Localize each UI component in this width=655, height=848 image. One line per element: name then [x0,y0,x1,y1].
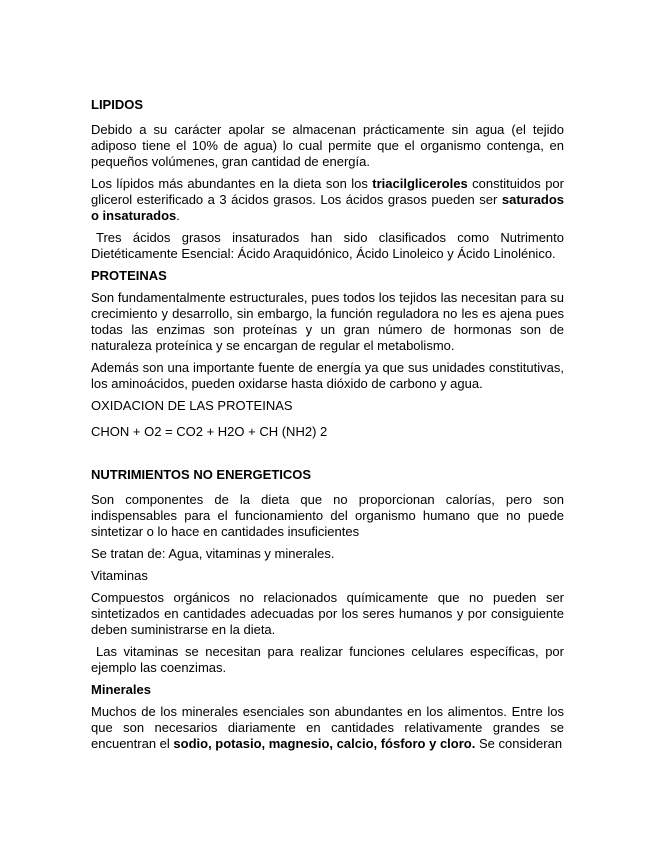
triacilgliceroles-bold: triacilgliceroles [372,176,468,191]
minerales-heading: Minerales [91,682,151,697]
nutrimientos-paragraph-2: Se tratan de: Agua, vitaminas y minerales. [91,546,335,561]
minerales-bold-list: sodio, potasio, magnesio, calcio, fósforo y cloro. [173,736,476,751]
lipidos-paragraph-1: Debido a su carácter apolar se almacenan prácticamente sin agua (el tejido adiposo tiene el 10% de agua) lo cual permite que el organismo contenga, en pequeños volúmenes, gran cantidad de energía. [91,122,564,169]
lipidos-paragraph-3: Tres ácidos grasos insaturados han sido clasificados como Nutrimento Dietéticamente Esencial: Ácido Araquidónico, Ácido Linoleico y Ácido Linolénico. [91,230,564,261]
lipidos-heading: LIPIDOS [91,97,144,112]
vitaminas-heading: Vitaminas [91,568,148,583]
oxidacion-subheading: OXIDACION DE LAS PROTEINAS [91,398,293,413]
proteinas-paragraph-1: Son fundamentalmente estructurales, pues todos los tejidos las necesitan para su crecimiento y desarrollo, sin embargo, la función reguladora no les es ajena pues todas las enzimas son proteínas y un gran número de hormonas son de naturaleza proteínica y se encargan de regular el metabolismo. [91,290,564,353]
minerales-text-c: Se consideran [475,736,563,751]
vitaminas-paragraph-2: Las vitaminas se necesitan para realizar funciones celulares específicas, por ejemplo las coenzimas. [91,644,564,675]
proteinas-heading: PROTEINAS [91,268,167,283]
saturados-bold: saturados o insaturados [91,192,564,223]
lipidos-p2-text-c: constituidos por glicerol esterificado a 3 ácidos grasos. Los ácidos grasos pueden ser [91,176,564,207]
vitaminas-paragraph: Compuestos orgánicos no relacionados químicamente que no pueden ser sintetizados en cantidades adecuadas por los seres humanos y por consiguiente deben suministrarse en la dieta. [91,590,564,637]
lipidos-p2-text-e: . [176,208,180,223]
nutrimientos-paragraph-1: Son componentes de la dieta que no proporcionan calorías, pero son indispensables para el funcionamiento del organismo humano que no puede sintetizar o lo hace en cantidades insuficientes [91,492,564,539]
proteinas-paragraph-2: Además son una importante fuente de energía ya que sus unidades constitutivas, los aminoácidos, pueden oxidarse hasta dióxido de carbono y agua. [91,360,564,391]
minerales-text-a: Muchos de los minerales esenciales son abundantes en los alimentos. Entre los que son necesarios diariamente en cantidades relativamente grandes se encuentran el [91,704,564,751]
oxidacion-equation: CHON + O2 = CO2 + H2O + CH (NH2) 2 [91,424,328,439]
lipidos-p2-text-a: Los lípidos más abundantes en la dieta son los [91,176,373,191]
nutrimientos-heading: NUTRIMIENTOS NO ENERGETICOS [91,467,312,482]
lipidos-paragraph-2 [91,176,564,224]
minerales-paragraph [91,704,564,752]
